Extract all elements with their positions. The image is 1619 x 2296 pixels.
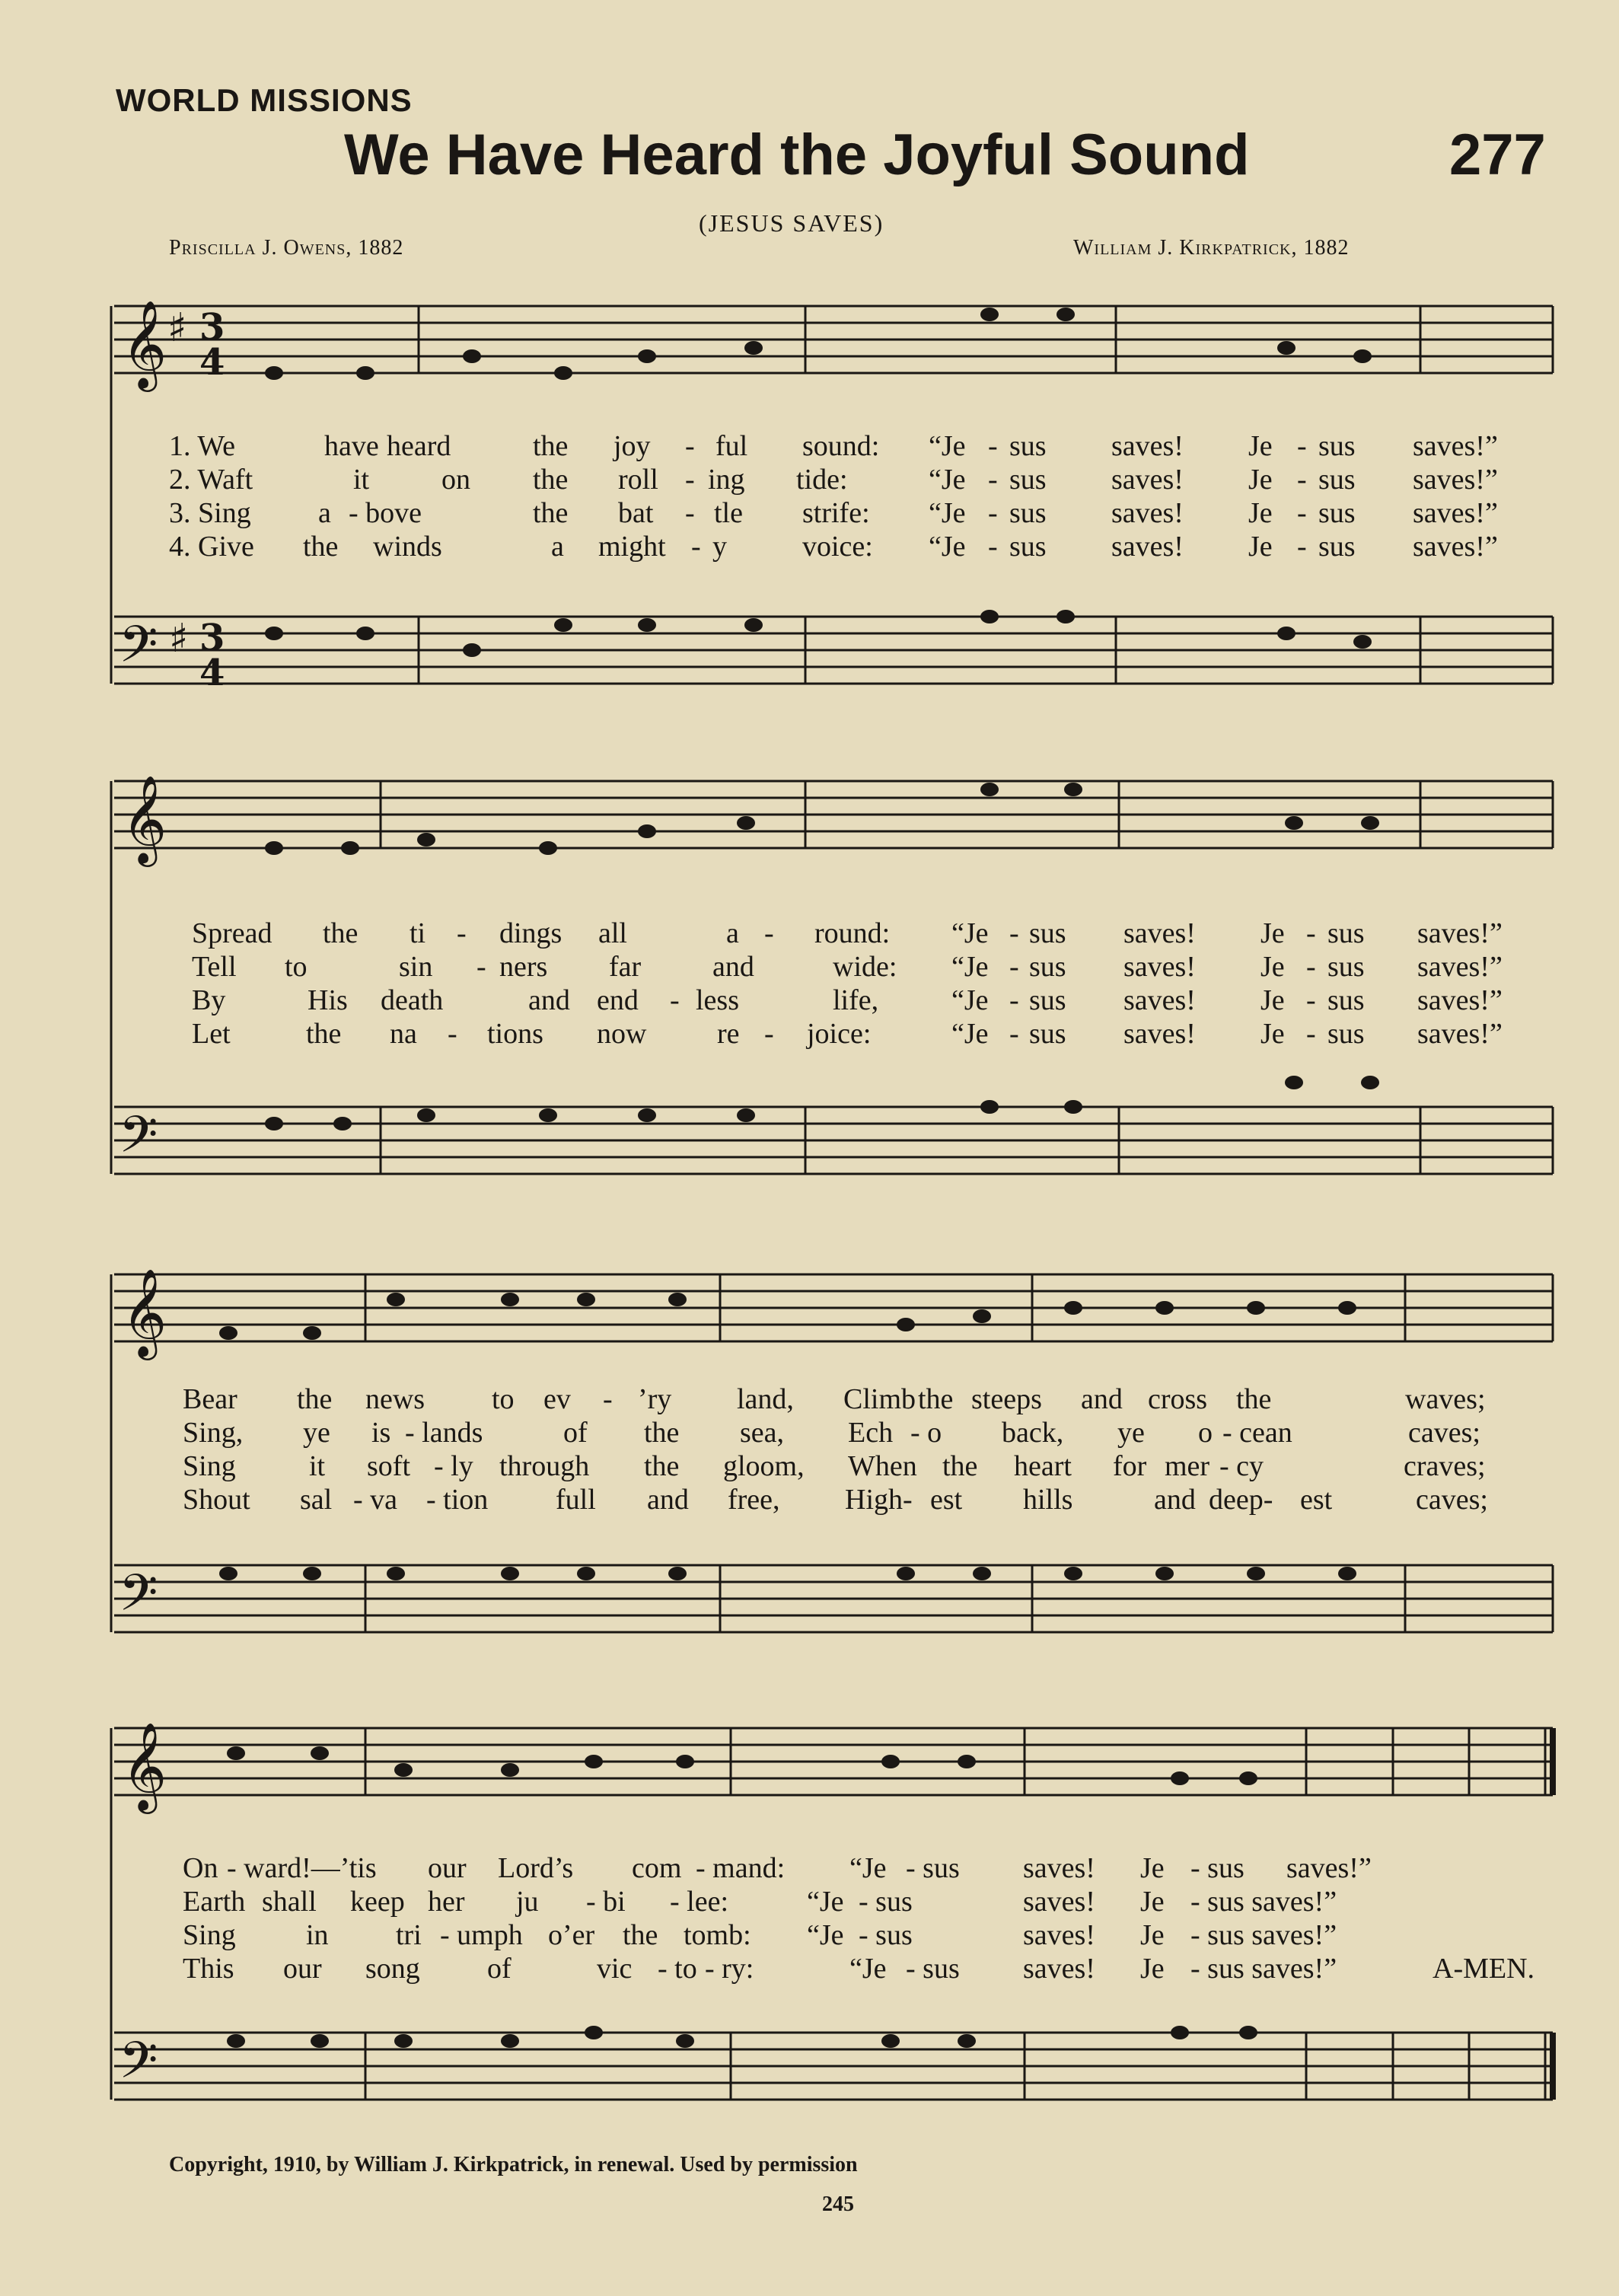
bass-clef-icon: 𝄢	[119, 1105, 158, 1176]
lyric-line: Spread the ti - dings all a - round: “Je - sus saves! Je - sus saves!”	[192, 917, 1503, 949]
treble-staff-2	[114, 781, 1553, 848]
svg-text:3: 3	[199, 617, 225, 659]
lyric-line: On - ward!—’tis our Lord’s com - mand: “Je - sus saves! Je - sus saves!”	[183, 1852, 1372, 1884]
lyric-line: Tell to sin - ners far and wide: “Je - sus saves! Je - sus saves!”	[192, 951, 1503, 983]
lyric-line: By His death and end - less life, “Je - sus saves! Je - sus saves!”	[192, 984, 1503, 1016]
page-number: 245	[822, 2192, 854, 2216]
copyright-notice: Copyright, 1910, by William J. Kirkpatrick, in renewal. Used by permission	[169, 2153, 858, 2176]
bass-clef-icon: 𝄢	[119, 2031, 158, 2102]
bass-clef-icon: 𝄢	[119, 1564, 158, 1634]
words-credit: Priscilla J. Owens, 1882	[169, 236, 404, 260]
bass-staff-4	[114, 2033, 1553, 2100]
treble-staff-4	[114, 1728, 1553, 1795]
lyric-line: Sing, ye is - lands of the sea, Ech - o back, ye o - cean caves;	[183, 1417, 1480, 1449]
treble-staff-1	[114, 306, 1553, 373]
lyric-line: Let the na - tions now re - joice: “Je - sus saves! Je - sus saves!”	[192, 1018, 1503, 1050]
svg-text:♯: ♯	[169, 615, 189, 662]
section-heading: WORLD MISSIONS	[116, 82, 413, 118]
treble-staff-3	[114, 1274, 1553, 1341]
svg-text:3: 3	[199, 306, 225, 349]
hymn-title: We Have Heard the Joyful Sound	[344, 123, 1250, 187]
svg-text:4: 4	[199, 341, 225, 384]
lyric-line: Bear the news to ev - ’ry land, Climb the steeps and cross the waves;	[183, 1383, 1486, 1415]
lyric-line: 4. Give the winds a might - y voice: “Je - sus saves! Je - sus saves!”	[169, 531, 1498, 563]
svg-text:4: 4	[199, 652, 225, 694]
lyric-line: 2. Waft it on the roll - ing tide: “Je - sus saves! Je - sus saves!”	[169, 464, 1498, 496]
treble-clef-icon: 𝄞	[122, 299, 167, 388]
bass-clef-icon: 𝄢	[119, 615, 158, 686]
lyric-line: 3. Sing a - bove the bat - tle strife: “Je - sus saves! Je - sus saves!”	[169, 497, 1498, 529]
lyric-line: 1. We have heard the joy - ful sound: “Je - sus saves! Je - sus saves!”	[169, 430, 1498, 462]
lyric-line: This our song of vic - to - ry: “Je - sus saves! Je - sus saves!” A-MEN.	[183, 1953, 1535, 1985]
hymn-number: 277	[1449, 123, 1546, 187]
treble-clef-icon: 𝄞	[122, 774, 167, 863]
bass-staff-3	[114, 1565, 1553, 1632]
treble-clef-icon: 𝄞	[122, 1268, 167, 1357]
svg-text:♯: ♯	[167, 305, 187, 351]
music-credit: William J. Kirkpatrick, 1882	[1073, 236, 1350, 260]
lyric-line: Earth shall keep her ju - bi - lee: “Je - sus saves! Je - sus saves!”	[183, 1886, 1337, 1918]
tune-name: (JESUS SAVES)	[699, 209, 884, 237]
lyric-line: Sing it soft - ly through the gloom, When the heart for mer - cy craves;	[183, 1450, 1486, 1482]
lyric-line: Shout sal - va - tion full and free, High- est hills and deep- est caves;	[183, 1484, 1488, 1516]
treble-clef-icon: 𝄞	[122, 1721, 167, 1810]
bass-staff-1	[114, 617, 1553, 684]
lyric-line: Sing in tri - umph o’er the tomb: “Je - sus saves! Je - sus saves!”	[183, 1919, 1337, 1951]
bass-staff-2	[114, 1107, 1553, 1174]
